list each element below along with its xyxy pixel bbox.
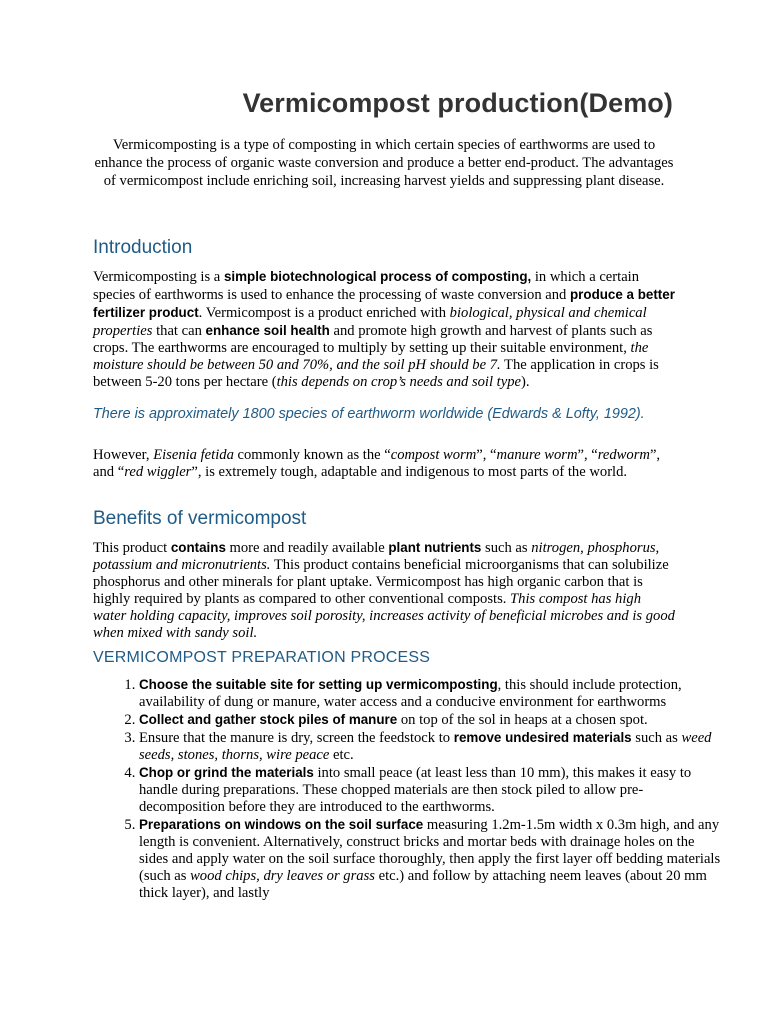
process-heading: VERMICOMPOST PREPARATION PROCESS [93, 649, 431, 666]
benefits-paragraph: This product contains more and readily available plant nutrients such as nitrogen, phosphorus, potassium and micronutrients. This product contains beneficial microorganisms that can solubilize phosphorus and other minerals for plant uptake. Vermicompost has high organic carbon that is highly required by plants as compared to other conventional composts. This compost has high water holding capacity, improves soil porosity, increases activity of beneficial microbes and is good when mixed with sandy soil. [93, 540, 675, 641]
introduction-heading: Introduction [93, 237, 193, 258]
process-step: 1. Choose the suitable site for setting up vermicomposting, this should include protection, availability of dung or manure, water access and a conducive environment for earthworms [139, 676, 721, 711]
introduction-paragraph: Vermicomposting is a simple biotechnological process of composting, in which a certain species of earthworms is used to enhance the processing of waste conversion and produce a better fertilizer product. Vermicompost is a product enriched with biological, physical and chemical properties that can enhance soil health and promote high growth and harvest of plants such as crops. The earthworms are encouraged to multiply by setting up their suitable environment, the moisture should be between 50 and 70%, and the soil pH should be 7. The application in crops is between 5-20 tons per hectare (this depends on crop’s needs and soil type). [93, 269, 675, 390]
process-step: 2. Collect and gather stock piles of manure on top of the sol in heaps at a chosen spot. [139, 711, 721, 729]
process-step: 5. Preparations on windows on the soil surface measuring 1.2m-1.5m width x 0.3m high, and any length is convenient. Alternatively, construct bricks and mortar beds with drainage holes on the sides and apply water on the soil surface thoroughly, then apply the first layer off bedding materials (such as wood chips, dry leaves or grass etc.) and follow by attaching neem leaves (about 20 mm thick layer), and lastly [139, 816, 721, 902]
process-steps-list [93, 676, 721, 902]
page-title: Vermicompost production(Demo) [242, 88, 673, 118]
citation-quote: There is approximately 1800 species of earthworm worldwide (Edwards & Lofty, 1992). [93, 406, 645, 422]
benefits-heading: Benefits of vermicompost [93, 508, 307, 529]
process-step: 3. Ensure that the manure is dry, screen the feedstock to remove undesired materials such as weed seeds, stones, thorns, wire peace etc. [139, 729, 721, 764]
eisenia-paragraph: However, Eisenia fetida commonly known as the “compost worm”, “manure worm”, “redworm”, and “red wiggler”, is extremely tough, adaptable and indigenous to most parts of the world. [93, 447, 661, 480]
process-step: 4. Chop or grind the materials into small peace (at least less than 10 mm), this makes it easy to handle during preparations. These chopped materials are then stock piled to allow pre-decomposition before they are introduced to the earthworms. [139, 764, 721, 816]
abstract-paragraph: Vermicomposting is a type of composting in which certain species of earthworms are used to enhance the process of organic waste conversion and produce a better end-product. The advantages of vermicompost include enriching soil, increasing harvest yields and suppressing plant disease. [94, 137, 674, 189]
